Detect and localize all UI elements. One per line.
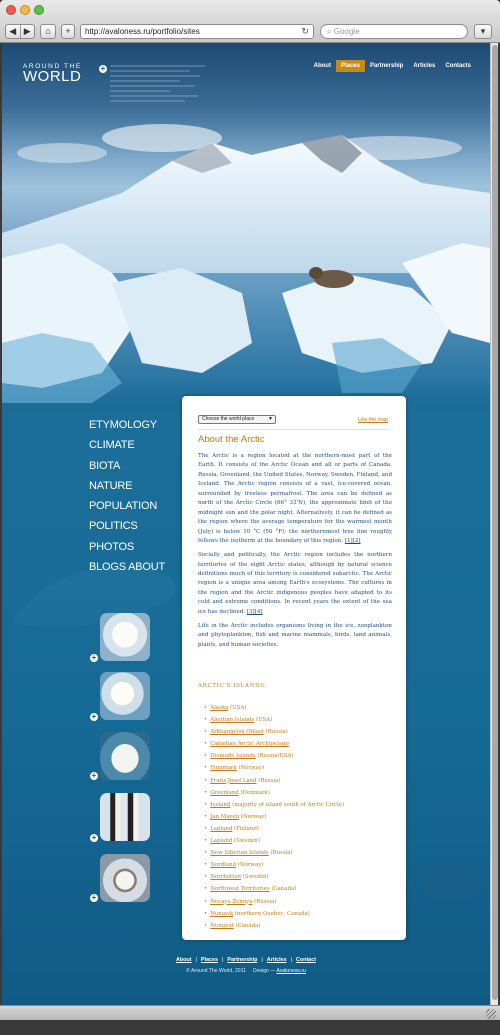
side-menu-climate[interactable]: CLIMATE (89, 439, 135, 452)
island-link[interactable]: Franz Josef Land (210, 777, 257, 784)
logo-line2: WORLD (23, 68, 82, 85)
island-link[interactable]: Novaya Zemlya (210, 898, 253, 905)
island-note: (Norway) (240, 813, 267, 820)
copyright-text: © Around The World, 2011 (186, 968, 246, 974)
island-note: (Norway) (238, 765, 265, 772)
island-item (204, 835, 344, 847)
paragraph-1 (198, 452, 392, 547)
browser-chrome (0, 0, 500, 43)
bullet-icon: • (204, 874, 208, 881)
bullet-icon: • (204, 825, 208, 832)
bullet-icon: • (204, 850, 208, 857)
content-panel (182, 396, 406, 940)
island-note: (USA) (229, 705, 247, 711)
footer-link-about[interactable]: About (175, 957, 192, 963)
bullet-icon: • (204, 838, 208, 845)
reference-links-1[interactable]: [1][2] (344, 538, 361, 545)
bullet-icon: • (204, 922, 208, 929)
island-link[interactable]: Finnmark (210, 765, 237, 772)
footer-copyright (2, 968, 490, 974)
minimize-window-button[interactable] (20, 5, 30, 15)
bullet-icon: • (204, 741, 208, 748)
bullet-icon: • (204, 717, 208, 724)
add-bookmark-button[interactable]: + (61, 24, 75, 39)
nav-articles[interactable]: Articles (413, 63, 436, 69)
island-link[interactable]: Jan Mayen (210, 813, 240, 820)
penguins-thumbnail[interactable] (100, 793, 150, 841)
search-placeholder: Google (333, 27, 360, 36)
beluga-thumbnail[interactable] (100, 732, 150, 780)
nav-places[interactable]: Places (336, 60, 365, 72)
island-item (204, 859, 344, 871)
island-link[interactable]: Nordland (210, 862, 237, 869)
island-link[interactable]: Nunavut (210, 922, 234, 929)
nav-partnership[interactable]: Partnership (369, 63, 404, 69)
expand-plus-icon[interactable]: + (100, 64, 106, 73)
island-item (204, 762, 344, 774)
island-note: (Russia/USA) (257, 753, 294, 760)
home-button[interactable]: ⌂ (40, 24, 56, 39)
island-link[interactable]: Greenland (210, 789, 239, 796)
bullet-icon: • (204, 777, 208, 784)
island-note: (Finland) (234, 825, 260, 832)
islands-list (204, 702, 344, 932)
island-link[interactable]: Aleutian Islands (210, 717, 255, 724)
island-item (204, 750, 344, 762)
thumbnail-plus-icon[interactable]: + (91, 893, 97, 902)
island-link[interactable]: Lapland (210, 838, 233, 845)
bullet-icon: • (204, 910, 208, 917)
island-item (204, 787, 344, 799)
article-body (198, 452, 392, 655)
footer-link-partnership[interactable]: Partnership (227, 957, 258, 963)
island-link[interactable]: Arkhangelsk Oblast (210, 729, 264, 736)
island-item (204, 799, 344, 811)
island-note: (Denmark) (240, 789, 270, 796)
section-side-menu (89, 415, 165, 577)
island-note: (Canada) (271, 886, 297, 893)
bullet-icon: • (204, 862, 208, 869)
footer-link-articles[interactable]: Articles (266, 957, 287, 963)
paragraph-2 (198, 551, 392, 617)
world-place-select-label: Choose the world place (202, 416, 255, 422)
side-menu-blogs-about[interactable]: BLOGS ABOUT (89, 561, 166, 574)
address-bar[interactable] (80, 24, 314, 39)
vertical-scrollbar[interactable] (490, 43, 498, 1005)
island-note: (majority of island south of Arctic Circle) (232, 801, 345, 808)
thumbnail-plus-icon[interactable]: + (91, 653, 97, 662)
island-item (204, 871, 344, 883)
island-item (204, 823, 344, 835)
thumbnail-plus-icon[interactable]: + (91, 833, 97, 842)
paragraph-3: Life in the Arctic includes organisms living in the ice, zooplankton and phytoplankton, fish and marine mammals, birds, land animals, plants, and human societies. (198, 622, 392, 648)
side-menu-biota[interactable]: BIOTA (89, 459, 121, 472)
island-item (204, 847, 344, 859)
island-item (204, 920, 344, 932)
side-menu-politics[interactable]: POLITICS (89, 520, 138, 533)
web-page (2, 43, 490, 1005)
island-link[interactable]: Canadian Arctic Archipelago (210, 741, 289, 748)
search-field[interactable] (320, 24, 468, 39)
island-note: (Canada) (235, 922, 261, 929)
island-note: (Russia) (258, 777, 281, 784)
polar-bear-thumbnail[interactable] (100, 672, 150, 720)
arctic-foxes-thumbnail[interactable] (100, 854, 150, 902)
paragraph-1-text: The Arctic is a region located at the northern-most part of the Earth. It consists of the Arctic Ocean and all or parts of Canada, Russia, Greenland, the United States, Norway, Sweden, Finland, and Iceland. The Arctic region consists of a vast, ice-covered ocean, surrounded by treeless permafrost. The area can be defined as north of the Arctic Circle (66° 33'N), the approximate limit of the midnight sun and the polar night. Alternatively, it can be defined as the region where the average temperature for the warmest month (July) is below 10 °C (50 °F); the northernmost tree line roughly follows the isotherm at the boundary of this region. (198, 453, 392, 545)
window-controls (6, 5, 44, 15)
island-note: (Russia) (270, 850, 293, 857)
reload-icon[interactable]: ↻ (301, 26, 309, 36)
reference-links-2[interactable]: [3][4] (246, 608, 263, 615)
island-note: (Russia) (254, 898, 277, 905)
bullet-icon: • (204, 765, 208, 772)
island-note: (Norway) (237, 862, 264, 869)
islands-heading: ARCTIC'S ISLANDS: (198, 683, 267, 689)
browser-status-bar (0, 1005, 500, 1020)
thumbnail-plus-icon[interactable]: + (91, 712, 97, 721)
footer-link-contact[interactable]: Contact (295, 957, 317, 963)
bullet-icon: • (204, 705, 208, 711)
back-forward-buttons (5, 24, 35, 39)
use-map-link[interactable]: Use the map (357, 417, 388, 423)
bullet-icon: • (204, 813, 208, 820)
design-credit-label: Design — (253, 968, 276, 974)
fish-silhouette-decoration (412, 823, 490, 943)
close-window-button[interactable] (6, 5, 16, 15)
forward-button[interactable]: ▶ (23, 26, 31, 36)
bullet-icon: • (204, 886, 208, 893)
island-item (204, 908, 344, 920)
panel-divider (198, 429, 390, 430)
bookmarks-menu-button[interactable]: ▾ (474, 24, 492, 39)
island-item (204, 714, 344, 726)
hero-arctic-image (2, 43, 490, 403)
bullet-icon: • (204, 801, 208, 808)
logo-line1: AROUND THE (23, 63, 82, 70)
island-item (204, 738, 344, 750)
side-menu-nature[interactable]: NATURE (89, 479, 133, 492)
island-note: (northern Quebec, Canada) (234, 910, 310, 917)
bullet-icon: • (204, 753, 208, 760)
thumbnail-plus-icon[interactable]: + (91, 771, 97, 780)
scrollbar-thumb[interactable] (492, 45, 498, 1000)
nav-contacts[interactable]: Contacts (445, 63, 471, 69)
side-menu-population[interactable]: POPULATION (89, 500, 158, 513)
island-link[interactable]: Nunavik (210, 910, 234, 917)
island-note: (Russia) (265, 729, 288, 736)
bullet-icon: • (204, 729, 208, 736)
world-place-select[interactable] (198, 415, 276, 424)
chevron-down-icon: ▼ (268, 416, 273, 422)
island-link[interactable]: Norrbotten (210, 874, 241, 881)
article-heading: About the Arctic (198, 434, 265, 445)
nav-about[interactable]: About (313, 63, 331, 69)
island-link[interactable]: Lapland (210, 825, 233, 832)
search-icon: ⌕ (327, 27, 332, 36)
island-link[interactable]: New Siberian Islands (210, 850, 269, 857)
island-note: (Sweden) (242, 874, 269, 881)
zoom-window-button[interactable] (34, 5, 44, 15)
faded-tagline-text (110, 65, 210, 105)
island-link[interactable]: Iceland (210, 801, 231, 808)
browser-toolbar (0, 24, 500, 41)
footer-separator: | (222, 957, 224, 963)
bullet-icon: • (204, 789, 208, 796)
footer-link-places[interactable]: Places (200, 957, 219, 963)
side-menu-etymology[interactable]: ETYMOLOGY (89, 419, 157, 431)
island-item (204, 896, 344, 908)
footer-navigation (2, 957, 490, 963)
island-item (204, 811, 344, 823)
island-item (204, 883, 344, 895)
site-logo[interactable] (23, 63, 82, 84)
island-link[interactable]: Alaska (210, 705, 229, 711)
island-note: (Sweden) (234, 838, 260, 845)
resize-grip-icon[interactable] (486, 1009, 496, 1019)
island-item (204, 775, 344, 787)
island-note: (USA) (256, 717, 273, 724)
island-link[interactable]: Northwest Territories (210, 886, 270, 893)
footer-separator: | (290, 957, 292, 963)
island-link[interactable]: Diomede Islands (210, 753, 256, 760)
polar-bear-cub-thumbnail[interactable] (100, 613, 150, 661)
island-item (204, 702, 344, 714)
hero-iceberg-illustration (2, 43, 490, 403)
url-text: http://avaloness.ru/portfolio/sites (85, 27, 200, 36)
side-menu-photos[interactable]: PHOTOS (89, 540, 135, 553)
bullet-icon: • (204, 898, 208, 905)
island-item (204, 726, 344, 738)
top-navigation (309, 60, 476, 72)
footer-separator: | (195, 957, 197, 963)
design-credit-link[interactable]: Avaloness.ru (276, 968, 306, 974)
footer-separator: | (261, 957, 263, 963)
paragraph-2-text: Socially and politically, the Arctic region includes the northern territories of the eight Arctic states, although by natural science definitions much of this territory is considered subarctic. The Arctic region is a unique area among Earth's ecosystems. The cultures in the region and the Arctic indigenous peoples have adapted to its cold and extreme conditions. In recent years the extent of the sea ice has declined. (198, 552, 392, 615)
back-button[interactable]: ◀ (6, 25, 21, 38)
